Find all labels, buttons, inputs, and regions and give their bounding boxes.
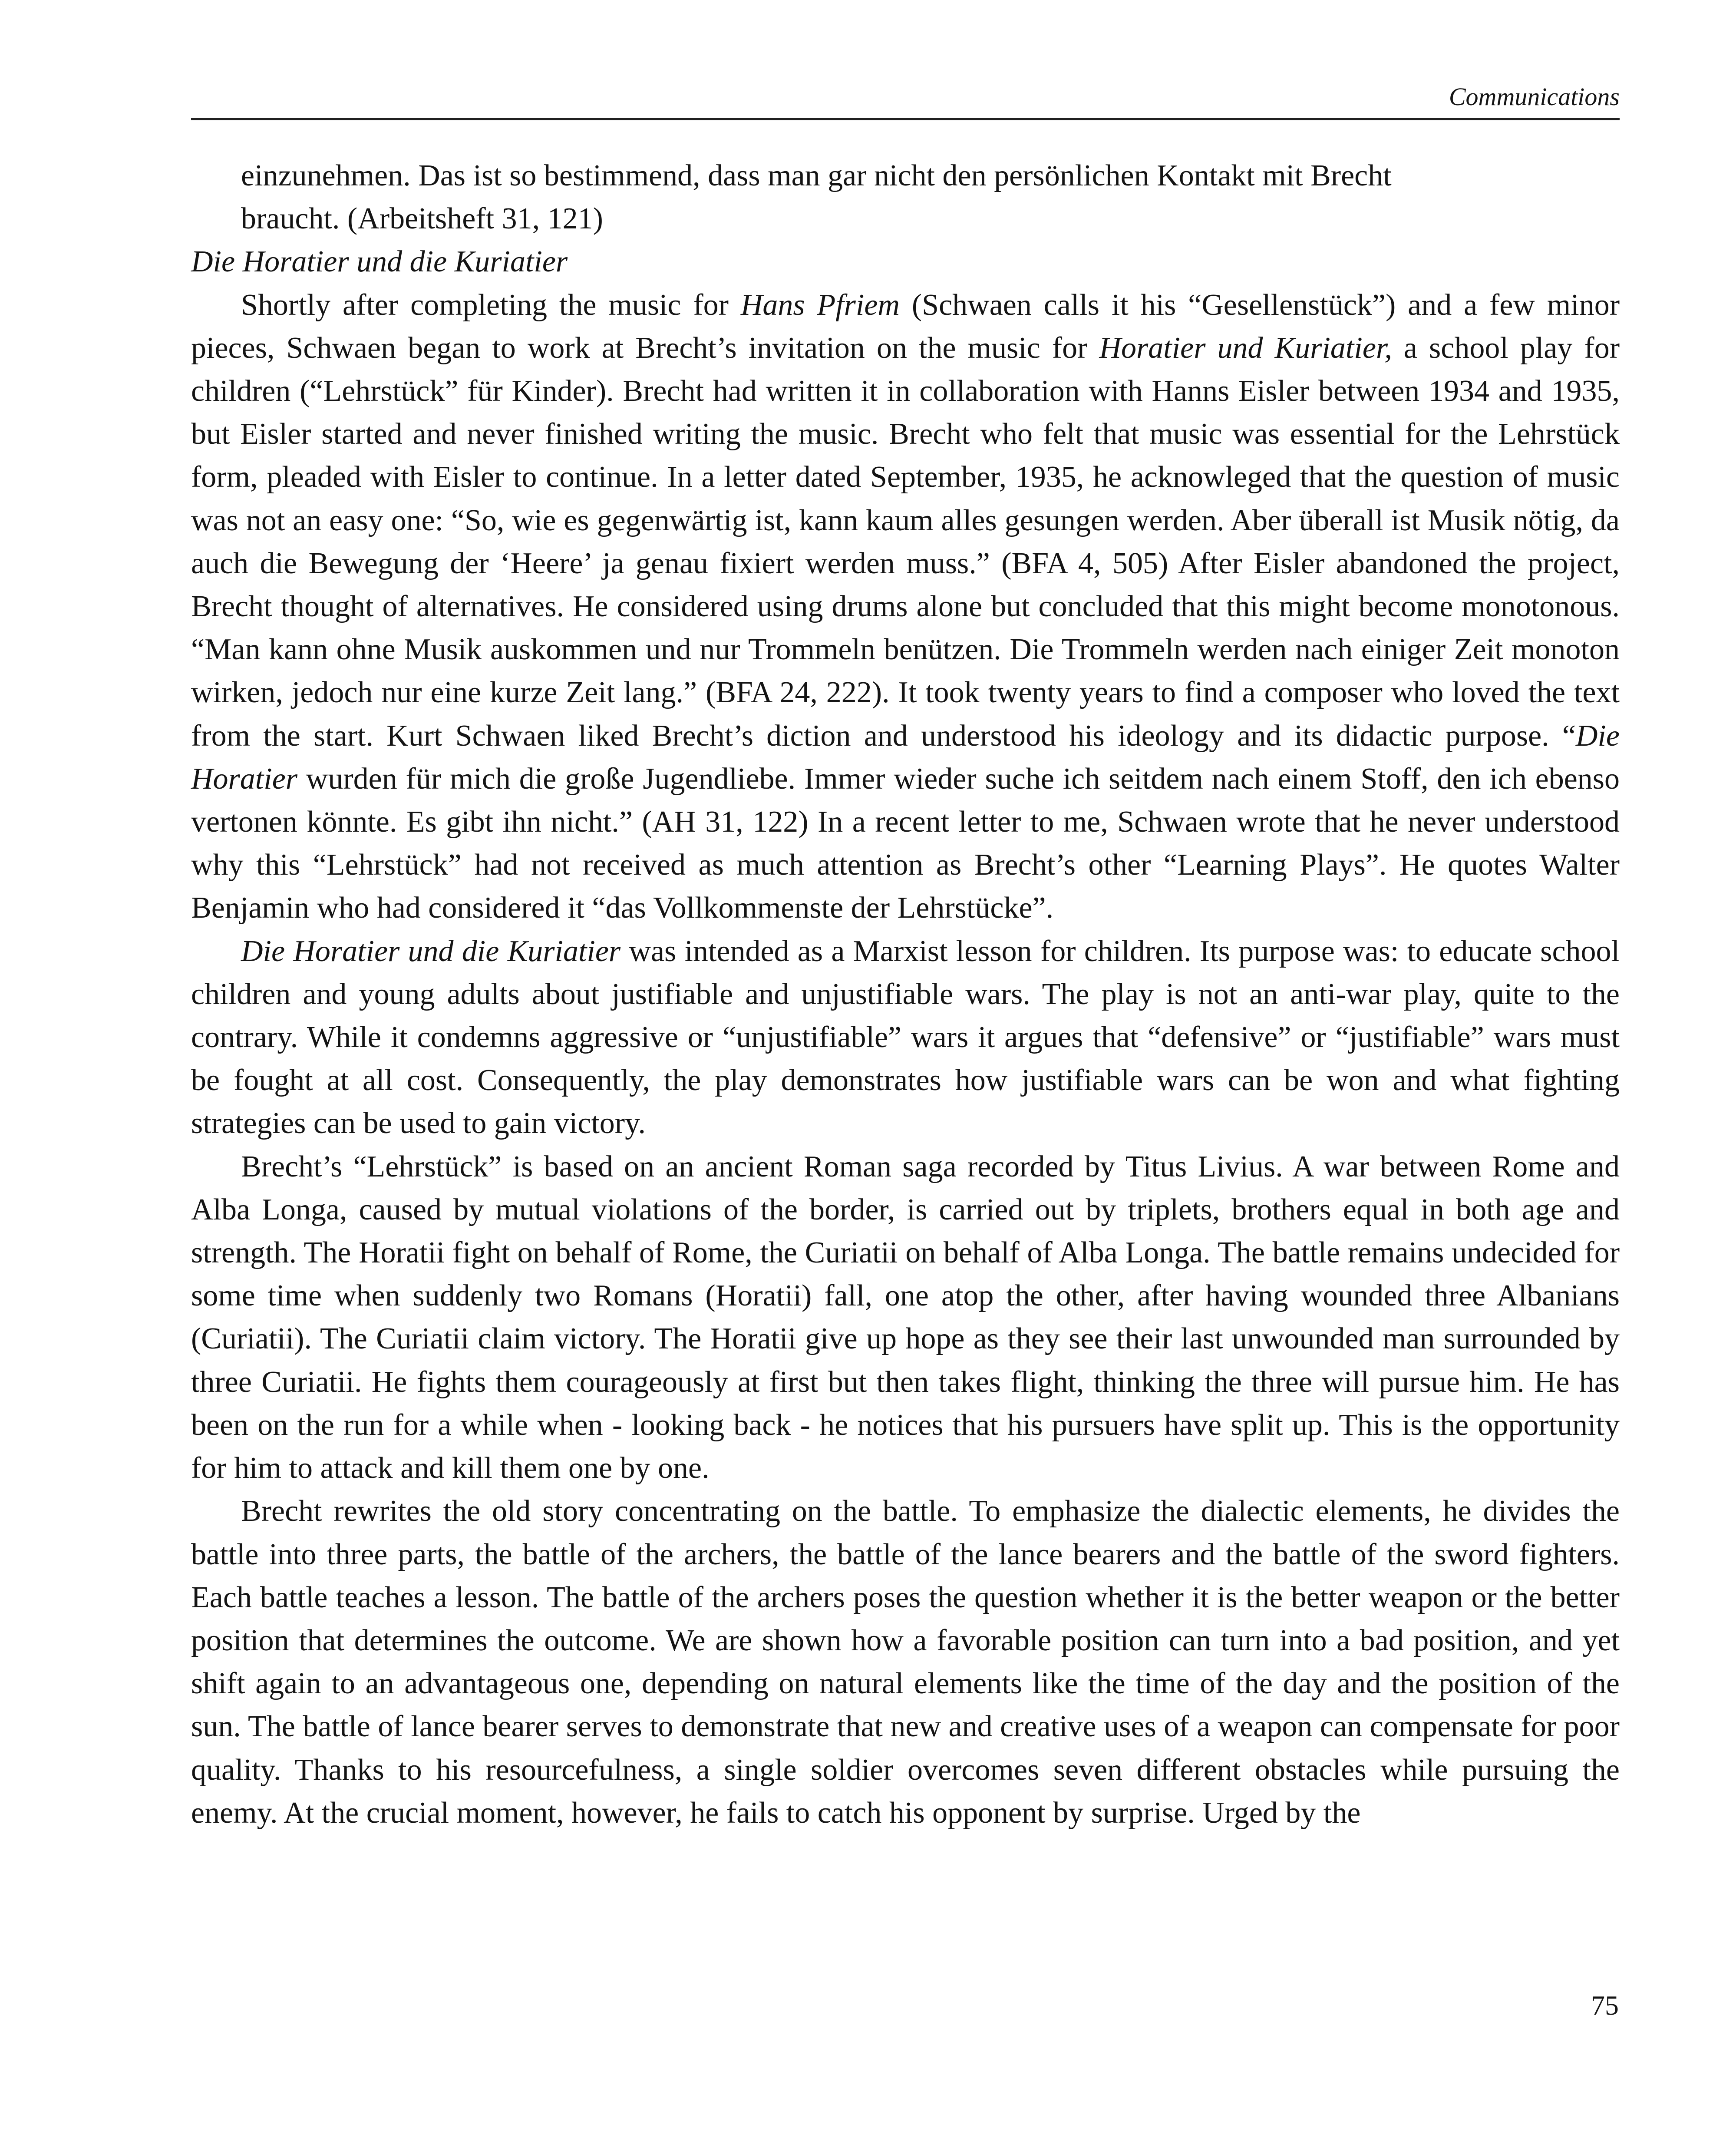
- paragraph-1-italic-2: Horatier und Kuriatier,: [1099, 331, 1392, 365]
- paragraph-2: [191, 930, 1620, 1145]
- running-header: Communications: [1449, 83, 1620, 111]
- paragraph-2-italic-1: Die Horatier und die Kuriatier: [241, 934, 621, 968]
- continuation-line-2: braucht. (Arbeitsheft 31, 121): [241, 202, 603, 236]
- paragraph-4: Brecht rewrites the old story concentrating on the battle. To emphasize the dialectic elements, he divides the battle into three parts, the battle of the archers, the battle of the lance bearers and the battle of the sword fighters. Each battle teaches a lesson. The battle of the archers poses the question whether it is the better weapon or the better position that determines the outcome. We are shown how a favorable position can turn into a bad position, and yet shift again to an advantageous one, depending on natural elements like the time of the day and the position of the sun. The battle of lance bearer serves to demonstrate that new and creative uses of a weapon can compensate for poor quality. Thanks to his resourcefulness, a single soldier overcomes seven different obstacles while pursuing the enemy. At the crucial moment, however, he fails to catch his opponent by surprise. Urged by the: [191, 1494, 1620, 1830]
- section-heading: Die Horatier und die Kuriatier: [191, 245, 568, 279]
- paragraph-1-text-2: (Schwaen calls it his “Gesellenstück”) and a few minor pieces, Schwaen began to work at Brecht’s invitation on the music for: [191, 288, 1620, 365]
- header-rule: [191, 118, 1620, 120]
- paragraph-1-italic-1: Hans Pfriem: [740, 288, 900, 322]
- page-number: 75: [1591, 1990, 1619, 2021]
- continuation-paragraph: [191, 154, 1620, 240]
- paragraph-1-text-3: a school play for children (“Lehrstück” für Kinder). Brecht had written it in collaboration with Hanns Eisler between 1934 and 1935, but Eisler started and never finished writing the music. Brecht who felt that music was essential for the Lehrstück form, pleaded with Eisler to continue. In a letter dated September, 1935, he acknowleged that the question of music was not an easy one: “So, wie es gegenwärtig ist, kann kaum alles gesungen werden. Aber überall ist Musik nötig, da auch die Bewegung der ‘Heere’ ja genau fixiert werden muss.” (BFA 4, 505) After Eisler abandoned the project, Brecht thought of alternatives. He considered using drums alone but concluded that this might become monotonous. “Man kann ohne Musik auskommen und nur Trommeln benützen. Die Trommeln werden nach einiger Zeit monoton wirken, jedoch nur eine kurze Zeit lang.” (BFA 24, 222). It took twenty years to find a composer who loved the text from the start. Kurt Schwaen liked Brecht’s diction and understood his ideology and its didactic purpose. “: [191, 331, 1620, 753]
- paragraph-2-text-1: was intended as a Marxist lesson for children. Its purpose was: to educate school children and young adults about justifiable and unjustifiable wars. The play is not an anti-war play, quite to the contrary. While it condemns aggressive or “unjustifiable” wars it argues that “defensive” or “justifiable” wars must be fought at all cost. Consequently, the play demonstrates how justifiable wars can be won and what fighting strategies can be used to gain victory.: [191, 934, 1620, 1140]
- paragraph-1-italic-3: Die Horatier: [191, 719, 1620, 796]
- paragraph-1-text-1: Shortly after completing the music for: [241, 288, 741, 322]
- paragraph-1: [191, 284, 1620, 930]
- paragraph-1-text-4: wurden für mich die große Jugendliebe. Immer wieder suche ich seitdem nach einem Stoff, den ich ebenso vertonen könnte. Es gibt ihn nicht.” (AH 31, 122) In a recent letter to me, Schwaen wrote that he never understood why this “Lehrstück” had not received as much attention as Brecht’s other “Learning Plays”. He quotes Walter Benjamin who had considered it “das Vollkommenste der Lehrstücke”.: [191, 762, 1620, 925]
- body-text: [191, 154, 1620, 1834]
- continuation-line-1: einzunehmen. Das ist so bestimmend, dass man gar nicht den persönlichen Kontakt mit Brecht: [241, 159, 1392, 192]
- paragraph-3: Brecht’s “Lehrstück” is based on an ancient Roman saga recorded by Titus Livius. A war between Rome and Alba Longa, caused by mutual violations of the border, is carried out by triplets, brothers equal in both age and strength. The Horatii fight on behalf of Rome, the Curiatii on behalf of Alba Longa. The battle remains undecided for some time when suddenly two Romans (Horatii) fall, one atop the other, after having wounded three Albanians (Curiatii). The Curiatii claim victory. The Horatii give up hope as they see their last unwounded man surrounded by three Curiatii. He fights them courageously at first but then takes flight, thinking the three will pursue him. He has been on the run for a while when - looking back - he notices that his pursuers have split up. This is the opportunity for him to attack and kill them one by one.: [191, 1150, 1620, 1485]
